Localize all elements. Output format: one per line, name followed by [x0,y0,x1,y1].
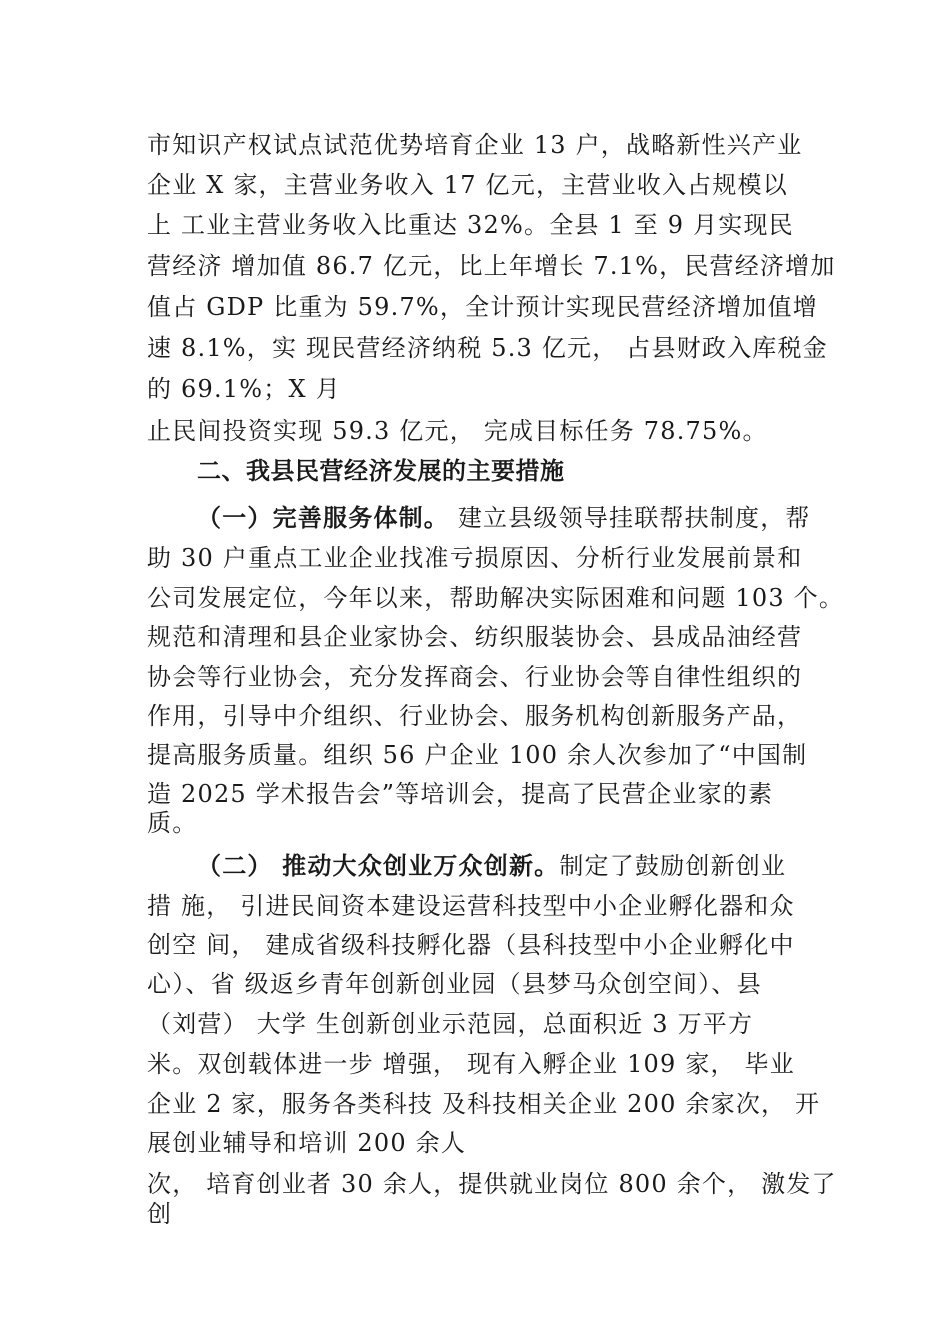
paragraph-line: 止民间投资实现 59.3 亿元， 完成目标任务 78.75%。 [147,417,768,445]
paragraph-line: 助 30 户重点工业企业找准亏损原因、分析行业发展前景和 [147,544,803,572]
subsection-title: （二） 推动大众创业万众创新。 [197,851,560,880]
paragraph-line: 提高服务质量。组织 56 户企业 100 余人次参加了“中国制 [147,741,808,769]
paragraph-line: 企业 2 家，服务各类科技 及科技相关企业 200 余家次， 开 [147,1090,821,1118]
paragraph-line: 企业 X 家，主营业务收入 17 亿元，主营业收入占规模以 [147,171,788,199]
paragraph-line: 次， 培育创业者 30 余人，提供就业岗位 800 余个， 激发了 [147,1170,837,1198]
paragraph-line: 速 8.1%，实 现民营经济纳税 5.3 亿元， 占县财政入库税金 [147,334,828,362]
paragraph-line: 质。 [147,809,198,837]
paragraph-line: 协会等行业协会，充分发挥商会、行业协会等自律性组织的 [147,663,803,691]
paragraph-line: 展创业辅导和培训 200 余人 [147,1129,467,1157]
subsection-first-line [197,503,811,533]
paragraph-line: 值占 GDP 比重为 59.7%，全计预计实现民营经济增加值增 [147,293,818,321]
section-heading: 二、我县民营经济发展的主要措施 [197,457,565,485]
paragraph-line: （刘营） 大学 生创新创业示范园，总面积近 3 万平方 [147,1010,754,1038]
paragraph-line: 作用，引导中介组织、行业协会、服务机构创新服务产品， [147,702,803,730]
paragraph-line: 创 [147,1200,173,1228]
subsection-text: 建立县级领导挂联帮扶制度，帮 [449,504,811,532]
paragraph-line: 心）、省 级返乡青年创新创业园（县梦马众创空间）、县 [147,970,762,998]
paragraph-line: 的 69.1%；X 月 [147,375,341,403]
subsection-text: 制定了鼓励创新创业 [559,852,787,880]
paragraph-line: 营经济 增加值 86.7 亿元，比上年增长 7.1%，民营经济增加 [147,252,836,280]
paragraph-line: 措 施， 引进民间资本建设运营科技型中小企业孵化器和众 [147,892,795,920]
subsection-first-line [197,851,786,881]
paragraph-line: 市知识产权试点试范优势培育企业 13 户，战略新性兴产业 [147,131,803,159]
paragraph-line: 规范和清理和县企业家协会、纺织服装协会、县成品油经营 [147,623,803,651]
paragraph-line: 公司发展定位，今年以来，帮助解决实际困难和问题 103 个。 [147,584,845,612]
paragraph-line: 造 2025 学术报告会”等培训会，提高了民营企业家的素 [147,780,774,808]
subsection-title: （一）完善服务体制。 [197,503,449,532]
paragraph-line: 米。双创载体进一步 增强， 现有入孵企业 109 家， 毕业 [147,1050,795,1078]
paragraph-line: 上 工业主营业务收入比重达 32%。全县 1 至 9 月实现民 [147,211,794,239]
paragraph-line: 创空 间， 建成省级科技孵化器（县科技型中小企业孵化中 [147,931,795,959]
